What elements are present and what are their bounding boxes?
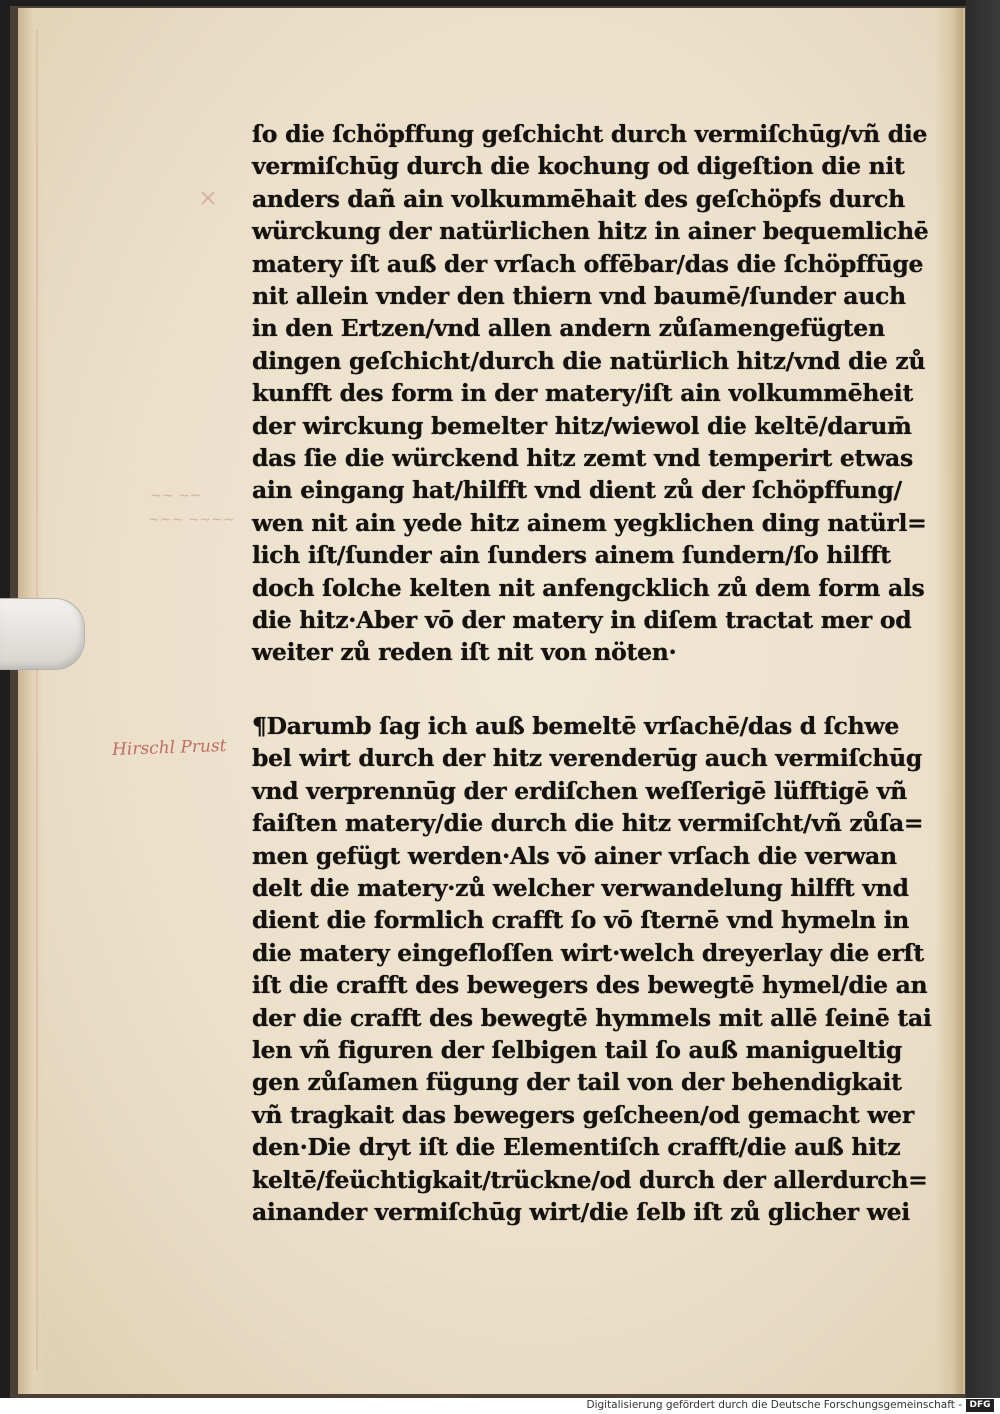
- text-line: den·Die dryt iſt die Elementiſch crafft/die auß hitz: [252, 1133, 901, 1162]
- page-fore-edge: [935, 8, 963, 1394]
- text-line: ſo die ſchöpffung geſchicht durch vermiſchūg/vñ die: [252, 120, 928, 148]
- text-line: doch ſolche kelten nit anfengcklich zů dem form als: [252, 573, 925, 602]
- text-line: nit allein vnder den thiern vnd baumē/ſunder auch: [252, 282, 906, 310]
- text-line: die hitz·Aber vō der matery in diſem tractat mer od: [252, 606, 912, 634]
- text-line: vermiſchūg durch die kochung od digeſtion die nit: [252, 152, 905, 181]
- text-line: ain eingang hat/hilfft vnd dient zů der ſchöpffung/: [252, 476, 902, 505]
- margin-rule: [36, 30, 38, 1370]
- text-line: keltē/feüchtigkait/trückne/od durch der allerdurch=: [252, 1165, 928, 1194]
- text-line: dient die formlich crafft ſo vō ſternē vnd hymeln in: [252, 906, 910, 935]
- margin-faint-note-2: ~~~ ~~~~: [148, 512, 235, 528]
- text-line: ¶Darumb ſag ich auß bemeltē vrſachē/das d ſchwe: [252, 712, 899, 740]
- text-line: lich iſt/ſunder ain ſunders ainem ſundern/ſo hilfft: [252, 541, 891, 570]
- text-line: iſt die crafft des bewegers des bewegtē hymel/die an: [252, 971, 928, 1000]
- text-line: ainander vermiſchūg wirt/die ſelb iſt zů glicher wei: [252, 1198, 910, 1226]
- text-line: der wirckung bemelter hitz/wiewol die keltē/darum̄: [252, 411, 912, 440]
- margin-faint-note-1: ~~ ~~: [150, 488, 202, 504]
- text-line: der die crafft des bewegtē hymmels mit allē ſeinē tai: [252, 1003, 932, 1032]
- text-line: men gefügt werden·Als vō ainer vrſach die verwan: [252, 841, 897, 870]
- text-line: delt die matery·zů welcher verwandelung hilfft vnd: [252, 874, 909, 902]
- text-line: anders dañ ain volkummēhait des geſchöpfs durch: [252, 184, 905, 213]
- margin-mark-icon: [200, 190, 216, 206]
- page-gutter-left: [18, 8, 44, 1394]
- footer-credit: Digitalisierung gefördert durch die Deutsche Forschungsgemeinschaft -: [586, 1399, 962, 1411]
- text-line: faiſten matery/die durch die hitz vermiſcht/vñ zůſa=: [252, 809, 924, 838]
- text-line: dingen geſchicht/durch die natürlich hitz/vnd die zů: [252, 346, 926, 375]
- text-line: wen nit ain yede hitz ainem yegklichen ding natürl=: [252, 508, 927, 537]
- text-line: vñ tragkait das bewegers geſcheen/od gemacht wer: [252, 1100, 914, 1129]
- text-line: len vñ figuren der ſelbigen tail ſo auß manigueltig: [252, 1036, 903, 1064]
- text-line: in den Ertzen/vnd allen andern zůſamengefügten: [252, 314, 885, 343]
- margin-handwritten-note: Hirschl Prust: [111, 736, 227, 760]
- scanner-edge: [966, 0, 1000, 1414]
- text-line: kunfft des form in der matery/iſt ain volkummēheit: [252, 379, 913, 408]
- text-line: weiter zů reden iſt nit von nöten·: [252, 638, 677, 667]
- text-line: gen zůſamen fügung der tail von der behendigkait: [252, 1068, 902, 1097]
- text-line: würckung der natürlichen hitz in ainer bequemlichē: [252, 217, 929, 246]
- dfg-logo: DFG: [966, 1399, 994, 1412]
- page-clip: [0, 598, 85, 670]
- text-line: vnd verprennūg der erdiſchen weſſerigē lüfftigē vñ: [252, 776, 907, 805]
- text-line: die matery eingefloſſen wirt·welch dreyerlay die erſt: [252, 938, 924, 967]
- text-line: matery iſt auß der vrſach offēbar/das die ſchöpffūge: [252, 249, 924, 278]
- text-line: bel wirt durch der hitz verenderūg auch vermiſchūg: [252, 744, 923, 773]
- text-line: das ſie die würckend hitz zemt vnd temperirt etwas: [252, 444, 913, 472]
